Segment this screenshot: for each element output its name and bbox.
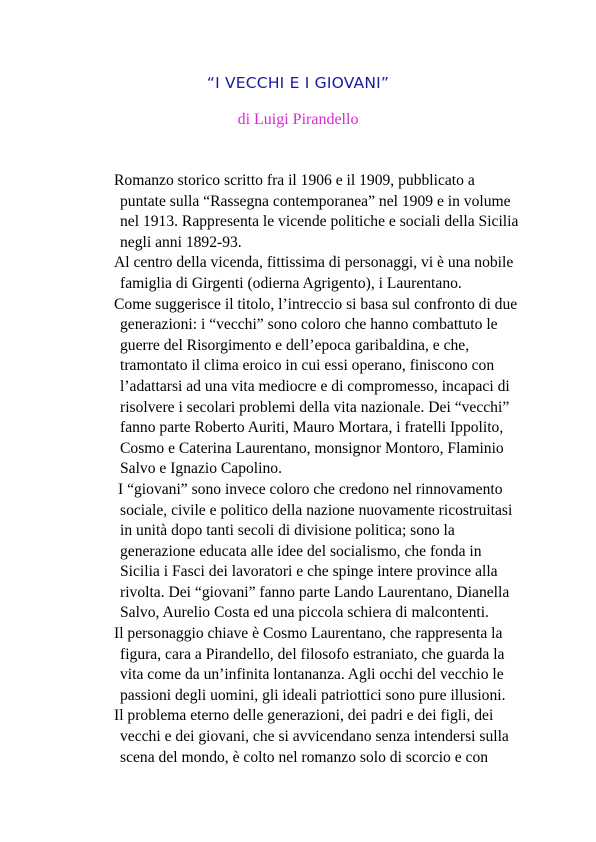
text-line: sociale, civile e politico della nazione nuovamente ricostruitasi [120,501,513,519]
text-line: Come suggerisce il titolo, l’intreccio si basa sul confronto di due [114,295,518,313]
text-line: tramontato il clima eroico in cui essi operano, finiscono con [120,357,495,375]
text-line: vecchi e dei giovani, che si avvicendano senza intendersi sulla [120,728,509,746]
text-line: rivolta. Dei “giovani” fanno parte Lando Laurentano, Dianella [120,583,510,601]
text-line: Salvo, Aurelio Costa ed una piccola schiera di malcontenti. [120,604,489,622]
text-line: negli anni 1892-93. [120,233,242,251]
text-line: Salvo e Ignazio Capolino. [120,460,282,478]
document-body [114,171,584,768]
text-line: puntate sulla “Rassegna contemporanea” nel 1909 e in volume [120,192,511,210]
text-line: nel 1913. Rappresenta le vicende politiche e sociali della Sicilia [120,213,519,231]
text-line: risolvere i secolari problemi della vita nazionale. Dei “vecchi” [120,398,510,416]
text-line: passioni degli uomini, gli ideali patriottici sono pure illusioni. [120,686,506,704]
text-line: Il personaggio chiave è Cosmo Laurentano, che rappresenta la [114,625,503,643]
text-line: Al centro della vicenda, fittissima di personaggi, vi è una nobile [114,254,514,272]
text-line: in unità dopo tanti secoli di divisione politica; sono la [120,522,455,540]
text-line: Il problema eterno delle generazioni, dei padri e dei figli, dei [114,707,494,725]
text-line: Romanzo storico scritto fra il 1906 e il 1909, pubblicato a [114,172,475,189]
text-line: vita come da un’infinita lontananza. Agli occhi del vecchio le [120,666,504,684]
text-line: generazione educata alle idee del socialismo, che fonda in [120,542,482,560]
text-line: scena del mondo, è colto nel romanzo solo di scorcio e con [120,748,489,766]
text-line: generazioni: i “vecchi” sono coloro che hanno combattuto le [120,316,498,334]
text-line: famiglia di Girgenti (odierna Agrigento), i Laurentano. [120,274,462,292]
text-line: guerre del Risorgimento e dell’epoca garibaldina, e che, [120,336,470,354]
text-line: figura, cara a Pirandello, del filosofo estraniato, che guarda la [120,645,505,663]
text-line: I “giovani” sono invece coloro che credono nel rinnovamento [118,480,503,498]
text-line: l’adattarsi ad una vita mediocre e di compromesso, incapaci di [120,377,510,395]
document-author: di Luigi Pirandello [237,111,359,128]
text-line: Sicilia i Fasci dei lavoratori e che spinge intere province alla [120,563,498,581]
document-title: “I VECCHI E I GIOVANI” [206,74,390,92]
text-line: Cosmo e Caterina Laurentano, monsignor Montoro, Flaminio [120,439,504,457]
text-line: fanno parte Roberto Auriti, Mauro Mortara, i fratelli Ippolito, [120,419,504,437]
